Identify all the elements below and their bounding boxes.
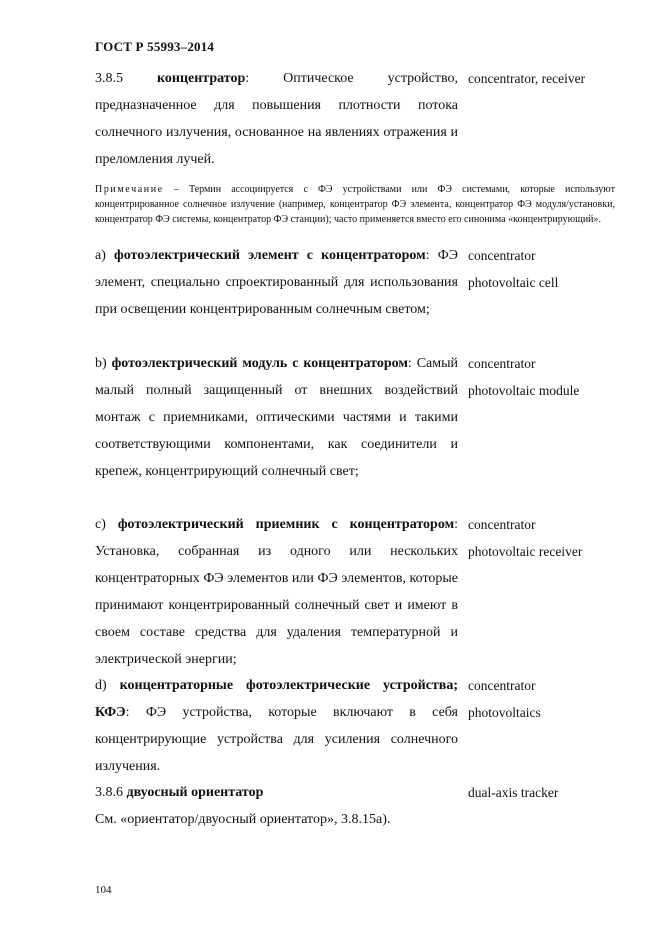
english-equivalent-a bbox=[468, 242, 638, 296]
note-block bbox=[95, 182, 615, 227]
english-equivalent-b bbox=[468, 350, 638, 404]
english-term-line1: concentrator bbox=[468, 356, 536, 371]
term-title: фотоэлектрический приемник с концентратором bbox=[117, 517, 455, 532]
term-entry-3-8-6 bbox=[95, 779, 458, 833]
entry-number: 3.8.6 bbox=[95, 785, 123, 800]
term-title: концентраторные фотоэлектрические устройства; КФЭ bbox=[95, 678, 459, 720]
english-term-line2: photovoltaic module bbox=[468, 383, 580, 398]
entry-letter: a) bbox=[95, 248, 106, 263]
term-entry-d bbox=[95, 672, 458, 780]
english-equivalent-c bbox=[468, 511, 638, 565]
english-term-line1: concentrator bbox=[468, 248, 536, 263]
english-equivalent-3-8-6 bbox=[468, 779, 638, 806]
english-term-line1: concentrator bbox=[468, 678, 536, 693]
english-equivalent-3-8-5 bbox=[468, 65, 638, 92]
entry-number: 3.8.5 bbox=[95, 71, 123, 86]
term-title: двуосный ориентатор bbox=[126, 785, 264, 800]
term-definition: : Самый малый полный защищенный от внешних воздействий монтаж с приемниками, оптическими частями и такими соответствующими компонентами, как соединители и крепеж, концентрирующий солнечный свет; bbox=[95, 356, 459, 479]
english-equivalent-d bbox=[468, 672, 638, 726]
entry-letter: b) bbox=[95, 356, 107, 371]
document-header: ГОСТ Р 55993–2014 bbox=[95, 39, 215, 54]
note-text: – Термин ассоциируется с ФЭ устройствами или ФЭ системами, которые используют концентрированное солнечное излучение (например, концентратор ФЭ элемента, концентратор ФЭ модуля/установки, концентратор ФЭ системы, концентратор ФЭ станции); часто применяется вместо его синонима «концентрирующий». bbox=[95, 184, 615, 225]
english-term: dual-axis tracker bbox=[468, 785, 559, 800]
term-entry-a bbox=[95, 242, 458, 323]
term-entry-c bbox=[95, 511, 458, 673]
term-definition: : Оптическое устройство, предназначенное для повышения плотности потока солнечного излучения, основанное на явлениях отражения и преломления лучей. bbox=[95, 71, 458, 167]
note-label: Примечание bbox=[95, 184, 164, 195]
english-term-line2: photovoltaic receiver bbox=[468, 544, 583, 559]
entry-letter: d) bbox=[95, 678, 107, 693]
entry-letter: c) bbox=[95, 517, 106, 532]
term-reference: См. «ориентатор/двуосный ориентатор», 3.8.15а). bbox=[95, 812, 391, 827]
term-entry-b bbox=[95, 350, 458, 485]
english-term-line2: photovoltaic cell bbox=[468, 275, 559, 290]
term-definition: : ФЭ устройства, которые включают в себя концентрирующие устройства для усиления солнечного излучения. bbox=[95, 705, 458, 774]
term-entry-3-8-5 bbox=[95, 65, 458, 173]
page-number: 104 bbox=[95, 884, 112, 896]
term-title: фотоэлектрический модуль с концентратором bbox=[111, 356, 408, 371]
term-definition: : Установка, собранная из одного или нескольких концентраторных ФЭ элементов или ФЭ элементов, которые принимают концентрированный солнечный свет и имеют в своем составе средства для удаления температурной и электрической энергии; bbox=[95, 517, 458, 667]
english-term-line2: photovoltaics bbox=[468, 705, 541, 720]
term-definition: : ФЭ элемент, специально спроектированный для использования при освещении концентрированным солнечным светом; bbox=[95, 248, 458, 317]
english-term: concentrator, receiver bbox=[468, 71, 586, 86]
term-title: концентратор bbox=[157, 71, 246, 86]
term-title: фотоэлектрический элемент с концентратором bbox=[114, 248, 426, 263]
english-term-line1: concentrator bbox=[468, 517, 536, 532]
